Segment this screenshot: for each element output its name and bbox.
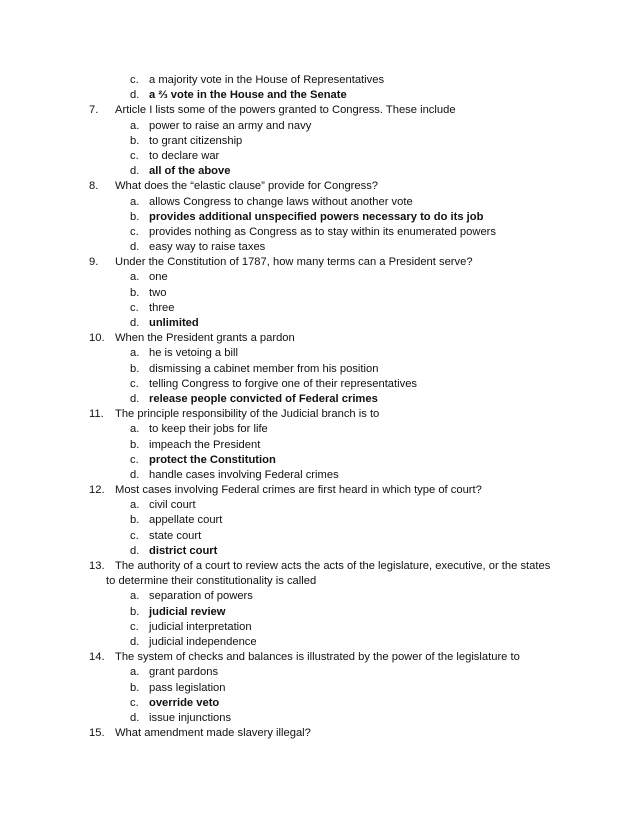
correct-answer-text: judicial review <box>149 605 226 618</box>
option-letter: c. <box>130 377 139 390</box>
option-text: power to raise an army and navy <box>149 119 312 132</box>
option-letter: d. <box>130 165 140 178</box>
answer-option <box>0 73 638 88</box>
answer-option <box>0 286 638 301</box>
question-text: When the President grants a pardon <box>115 332 295 345</box>
option-letter: c. <box>130 620 139 633</box>
question-text: What amendment made slavery illegal? <box>115 727 311 740</box>
question-text: The authority of a court to review acts the acts of the legislature, executive, or the states <box>115 560 551 572</box>
option-letter: c. <box>130 149 139 162</box>
correct-answer-text: override veto <box>149 696 220 709</box>
option-letter: a. <box>130 666 140 679</box>
question-number: 10. <box>89 332 105 345</box>
question-number: 14. <box>89 651 105 664</box>
option-letter: b. <box>130 362 140 375</box>
answer-option <box>0 149 638 164</box>
answer-option <box>0 210 638 225</box>
option-letter: c. <box>130 74 139 86</box>
answer-option <box>0 635 638 650</box>
answer-option <box>0 605 638 620</box>
option-letter: d. <box>130 468 140 481</box>
question-continuation-line <box>0 574 638 589</box>
option-text: handle cases involving Federal crimes <box>149 468 339 481</box>
option-letter: c. <box>130 225 139 238</box>
answer-option <box>0 681 638 696</box>
answer-option <box>0 438 638 453</box>
answer-option <box>0 498 638 513</box>
option-letter: c. <box>130 453 139 466</box>
option-text: dismissing a cabinet member from his position <box>149 362 379 375</box>
option-letter: d. <box>130 317 140 329</box>
option-letter: d. <box>130 89 140 102</box>
option-letter: b. <box>130 514 140 527</box>
option-text: one <box>149 271 168 284</box>
answer-option <box>0 696 638 711</box>
option-letter: a. <box>130 499 140 512</box>
option-text: easy way to raise taxes <box>149 241 266 254</box>
answer-option <box>0 225 638 240</box>
answer-option <box>0 270 638 285</box>
question-number: 9. <box>89 256 99 269</box>
option-text: judicial interpretation <box>149 620 252 633</box>
question-text: What does the “elastic clause” provide for Congress? <box>115 180 379 193</box>
question-line <box>0 331 638 346</box>
answer-option <box>0 665 638 680</box>
correct-answer-text: district court <box>149 544 218 557</box>
option-text: appellate court <box>149 514 223 527</box>
option-letter: d. <box>130 241 140 254</box>
option-text: issue injunctions <box>149 711 232 724</box>
question-line <box>0 179 638 194</box>
question-text-continued: to determine their constitutionality is called <box>106 575 317 588</box>
question-number: 13. <box>89 560 105 572</box>
option-letter: b. <box>130 605 140 618</box>
answer-option <box>0 422 638 437</box>
answer-option <box>0 164 638 179</box>
option-text: judicial independence <box>149 635 257 648</box>
answer-option <box>0 316 638 331</box>
question-line <box>0 559 638 574</box>
question-number: 7. <box>89 104 99 117</box>
answer-option <box>0 392 638 407</box>
answer-option <box>0 362 638 377</box>
answer-option <box>0 453 638 468</box>
correct-answer-text: release people convicted of Federal crimes <box>149 392 378 405</box>
option-text: provides nothing as Congress as to stay within its enumerated powers <box>149 225 496 238</box>
question-number: 12. <box>89 484 105 497</box>
correct-answer-text: protect the Constitution <box>149 453 276 466</box>
option-text: to grant citizenship <box>149 134 243 147</box>
question-text: The principle responsibility of the Judicial branch is to <box>115 408 380 421</box>
answer-option <box>0 301 638 316</box>
answer-option <box>0 544 638 559</box>
option-letter: a. <box>130 347 140 360</box>
correct-answer-text: provides additional unspecified powers necessary to do its job <box>149 210 484 223</box>
option-text: two <box>149 286 167 299</box>
option-letter: d. <box>130 711 140 724</box>
option-letter: b. <box>130 286 140 299</box>
option-text: pass legislation <box>149 681 226 694</box>
option-text: state court <box>149 529 202 542</box>
correct-answer-text: a ⅔ vote in the House and the Senate <box>149 89 347 102</box>
question-line <box>0 650 638 665</box>
answer-option <box>0 88 638 103</box>
option-letter: d. <box>130 635 140 648</box>
option-letter: c. <box>130 696 139 709</box>
quiz-page <box>0 73 638 741</box>
question-number: 11. <box>89 408 104 421</box>
answer-option <box>0 711 638 726</box>
option-letter: a. <box>130 119 140 132</box>
option-text: three <box>149 301 175 314</box>
option-letter: a. <box>130 590 140 603</box>
question-line <box>0 483 638 498</box>
answer-option <box>0 513 638 528</box>
correct-answer-text: unlimited <box>149 317 199 329</box>
option-letter: d. <box>130 544 140 557</box>
question-text: The system of checks and balances is illustrated by the power of the legislature to <box>115 651 520 664</box>
answer-option <box>0 195 638 210</box>
option-letter: b. <box>130 438 140 451</box>
answer-option <box>0 589 638 604</box>
question-text: Article I lists some of the powers granted to Congress. These include <box>115 104 456 117</box>
option-letter: a. <box>130 271 140 284</box>
option-letter: a. <box>130 195 140 208</box>
option-text: separation of powers <box>149 590 253 603</box>
answer-option <box>0 346 638 361</box>
question-text: Most cases involving Federal crimes are first heard in which type of court? <box>115 484 482 497</box>
option-letter: d. <box>130 392 140 405</box>
question-line <box>0 255 638 270</box>
option-letter: a. <box>130 423 140 436</box>
option-letter: c. <box>130 529 139 542</box>
answer-option <box>0 240 638 255</box>
answer-option <box>0 529 638 544</box>
question-number: 15. <box>89 727 105 740</box>
option-text: to declare war <box>149 149 220 162</box>
question-number: 8. <box>89 180 99 193</box>
answer-option <box>0 620 638 635</box>
answer-option <box>0 377 638 392</box>
option-text: allows Congress to change laws without another vote <box>149 195 413 208</box>
option-letter: b. <box>130 210 140 223</box>
option-letter: b. <box>130 134 140 147</box>
answer-option <box>0 134 638 149</box>
question-line <box>0 407 638 422</box>
option-letter: b. <box>130 681 140 694</box>
option-text: to keep their jobs for life <box>149 423 268 436</box>
option-letter: c. <box>130 301 139 314</box>
question-text: Under the Constitution of 1787, how many terms can a President serve? <box>115 256 473 269</box>
option-text: grant pardons <box>149 666 219 679</box>
correct-answer-text: all of the above <box>149 165 231 178</box>
question-line <box>0 726 638 741</box>
answer-option <box>0 468 638 483</box>
option-text: impeach the President <box>149 438 261 451</box>
option-text: he is vetoing a bill <box>149 347 238 360</box>
option-text: a majority vote in the House of Representatives <box>149 74 385 86</box>
option-text: civil court <box>149 499 196 512</box>
question-line <box>0 103 638 118</box>
option-text: telling Congress to forgive one of their representatives <box>149 377 418 390</box>
answer-option <box>0 119 638 134</box>
